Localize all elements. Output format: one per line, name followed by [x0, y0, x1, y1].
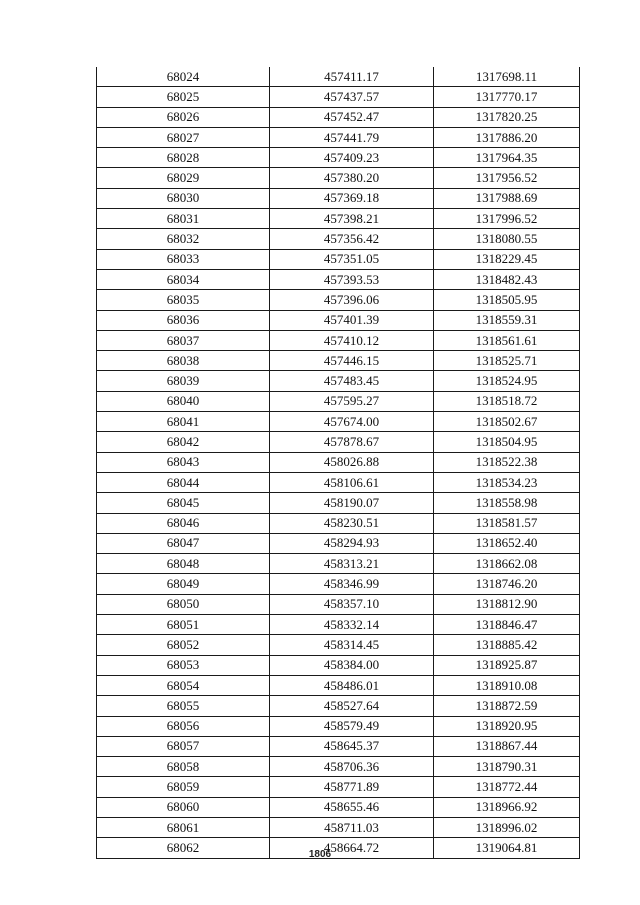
point-id-cell: 68027: [97, 127, 270, 147]
point-id-cell: 68055: [97, 696, 270, 716]
y-coordinate-cell: 1318561.61: [434, 330, 580, 350]
x-coordinate-cell: 458706.36: [270, 757, 434, 777]
y-coordinate-cell: 1318581.57: [434, 513, 580, 533]
x-coordinate-cell: 457401.39: [270, 310, 434, 330]
x-coordinate-cell: 457393.53: [270, 269, 434, 289]
x-coordinate-cell: 458771.89: [270, 777, 434, 797]
x-coordinate-cell: 458527.64: [270, 696, 434, 716]
y-coordinate-cell: 1318558.98: [434, 493, 580, 513]
table-row: [97, 330, 580, 350]
table-row: [97, 716, 580, 736]
x-coordinate-cell: 458645.37: [270, 736, 434, 756]
point-id-cell: 68048: [97, 554, 270, 574]
point-id-cell: 68058: [97, 757, 270, 777]
table-row: [97, 675, 580, 695]
point-id-cell: 68028: [97, 148, 270, 168]
table-row: [97, 310, 580, 330]
y-coordinate-cell: 1318652.40: [434, 533, 580, 553]
y-coordinate-cell: 1317964.35: [434, 148, 580, 168]
y-coordinate-cell: 1318504.95: [434, 432, 580, 452]
point-id-cell: 68045: [97, 493, 270, 513]
point-id-cell: 68031: [97, 209, 270, 229]
x-coordinate-cell: 457351.05: [270, 249, 434, 269]
x-coordinate-cell: 457483.45: [270, 371, 434, 391]
y-coordinate-cell: 1317996.52: [434, 209, 580, 229]
x-coordinate-cell: 458230.51: [270, 513, 434, 533]
point-id-cell: 68057: [97, 736, 270, 756]
point-id-cell: 68056: [97, 716, 270, 736]
point-id-cell: 68040: [97, 391, 270, 411]
x-coordinate-cell: 458357.10: [270, 594, 434, 614]
y-coordinate-cell: 1317956.52: [434, 168, 580, 188]
x-coordinate-cell: 457674.00: [270, 412, 434, 432]
x-coordinate-cell: 457410.12: [270, 330, 434, 350]
x-coordinate-cell: 457452.47: [270, 107, 434, 127]
point-id-cell: 68041: [97, 412, 270, 432]
y-coordinate-cell: 1317820.25: [434, 107, 580, 127]
x-coordinate-cell: 457878.67: [270, 432, 434, 452]
point-id-cell: 68033: [97, 249, 270, 269]
point-id-cell: 68044: [97, 472, 270, 492]
x-coordinate-cell: 457398.21: [270, 209, 434, 229]
page-number: 1806: [308, 849, 332, 860]
x-coordinate-cell: 458106.61: [270, 472, 434, 492]
point-id-cell: 68029: [97, 168, 270, 188]
y-coordinate-cell: 1318925.87: [434, 655, 580, 675]
x-coordinate-cell: 457396.06: [270, 290, 434, 310]
y-coordinate-cell: 1318080.55: [434, 229, 580, 249]
table-row: [97, 493, 580, 513]
table-row: [97, 452, 580, 472]
x-coordinate-cell: 458384.00: [270, 655, 434, 675]
x-coordinate-cell: 458294.93: [270, 533, 434, 553]
y-coordinate-cell: 1317886.20: [434, 127, 580, 147]
table-row: [97, 635, 580, 655]
table-row: [97, 554, 580, 574]
point-id-cell: 68054: [97, 675, 270, 695]
y-coordinate-cell: 1318518.72: [434, 391, 580, 411]
table-row: [97, 148, 580, 168]
y-coordinate-cell: 1318885.42: [434, 635, 580, 655]
table-row: [97, 432, 580, 452]
table-row: [97, 209, 580, 229]
x-coordinate-cell: 457380.20: [270, 168, 434, 188]
y-coordinate-cell: 1318846.47: [434, 615, 580, 635]
point-id-cell: 68032: [97, 229, 270, 249]
point-id-cell: 68060: [97, 797, 270, 817]
table-row: [97, 757, 580, 777]
x-coordinate-cell: 458486.01: [270, 675, 434, 695]
point-id-cell: 68052: [97, 635, 270, 655]
table-row: [97, 696, 580, 716]
table-row: [97, 67, 580, 87]
y-coordinate-cell: 1318522.38: [434, 452, 580, 472]
y-coordinate-cell: 1318229.45: [434, 249, 580, 269]
y-coordinate-cell: 1318996.02: [434, 817, 580, 837]
point-id-cell: 68035: [97, 290, 270, 310]
x-coordinate-cell: 458314.45: [270, 635, 434, 655]
y-coordinate-cell: 1317988.69: [434, 188, 580, 208]
point-id-cell: 68043: [97, 452, 270, 472]
point-id-cell: 68024: [97, 67, 270, 87]
y-coordinate-cell: 1318662.08: [434, 554, 580, 574]
table-row: [97, 594, 580, 614]
x-coordinate-cell: 458655.46: [270, 797, 434, 817]
point-id-cell: 68036: [97, 310, 270, 330]
point-id-cell: 68042: [97, 432, 270, 452]
point-id-cell: 68046: [97, 513, 270, 533]
table-row: [97, 249, 580, 269]
point-id-cell: 68062: [97, 838, 270, 858]
point-id-cell: 68047: [97, 533, 270, 553]
table-row: [97, 351, 580, 371]
table-row: [97, 615, 580, 635]
point-id-cell: 68061: [97, 817, 270, 837]
x-coordinate-cell: 458190.07: [270, 493, 434, 513]
table-row: [97, 391, 580, 411]
y-coordinate-cell: 1318482.43: [434, 269, 580, 289]
y-coordinate-cell: 1318790.31: [434, 757, 580, 777]
point-id-cell: 68030: [97, 188, 270, 208]
table-row: [97, 472, 580, 492]
y-coordinate-cell: 1317698.11: [434, 67, 580, 87]
point-id-cell: 68050: [97, 594, 270, 614]
table-row: [97, 168, 580, 188]
y-coordinate-cell: 1318872.59: [434, 696, 580, 716]
table-row: [97, 513, 580, 533]
y-coordinate-cell: 1318746.20: [434, 574, 580, 594]
y-coordinate-cell: 1319064.81: [434, 838, 580, 858]
y-coordinate-cell: 1318525.71: [434, 351, 580, 371]
y-coordinate-cell: 1318920.95: [434, 716, 580, 736]
x-coordinate-cell: 458579.49: [270, 716, 434, 736]
y-coordinate-cell: 1318534.23: [434, 472, 580, 492]
coordinate-table: [96, 67, 580, 859]
point-id-cell: 68025: [97, 87, 270, 107]
table-row: [97, 87, 580, 107]
table-row: [97, 229, 580, 249]
table-row: [97, 817, 580, 837]
x-coordinate-cell: 457441.79: [270, 127, 434, 147]
x-coordinate-cell: 457595.27: [270, 391, 434, 411]
x-coordinate-cell: 458026.88: [270, 452, 434, 472]
point-id-cell: 68059: [97, 777, 270, 797]
x-coordinate-cell: 457411.17: [270, 67, 434, 87]
point-id-cell: 68051: [97, 615, 270, 635]
coordinate-table-body: [97, 67, 580, 858]
y-coordinate-cell: 1318867.44: [434, 736, 580, 756]
table-row: [97, 655, 580, 675]
point-id-cell: 68038: [97, 351, 270, 371]
table-row: [97, 290, 580, 310]
table-row: [97, 371, 580, 391]
y-coordinate-cell: 1318966.92: [434, 797, 580, 817]
y-coordinate-cell: 1318772.44: [434, 777, 580, 797]
point-id-cell: 68037: [97, 330, 270, 350]
x-coordinate-cell: 457409.23: [270, 148, 434, 168]
point-id-cell: 68039: [97, 371, 270, 391]
table-row: [97, 574, 580, 594]
table-row: [97, 127, 580, 147]
table-row: [97, 736, 580, 756]
y-coordinate-cell: 1318812.90: [434, 594, 580, 614]
table-row: [97, 107, 580, 127]
point-id-cell: 68049: [97, 574, 270, 594]
y-coordinate-cell: 1318505.95: [434, 290, 580, 310]
y-coordinate-cell: 1318502.67: [434, 412, 580, 432]
table-row: [97, 533, 580, 553]
point-id-cell: 68053: [97, 655, 270, 675]
y-coordinate-cell: 1318524.95: [434, 371, 580, 391]
table-row: [97, 188, 580, 208]
y-coordinate-cell: 1318910.08: [434, 675, 580, 695]
table-row: [97, 797, 580, 817]
table-row: [97, 777, 580, 797]
table-row: [97, 412, 580, 432]
x-coordinate-cell: 458664.72: [270, 838, 434, 858]
point-id-cell: 68034: [97, 269, 270, 289]
x-coordinate-cell: 458346.99: [270, 574, 434, 594]
x-coordinate-cell: 457437.57: [270, 87, 434, 107]
point-id-cell: 68026: [97, 107, 270, 127]
x-coordinate-cell: 457369.18: [270, 188, 434, 208]
table-row: [97, 269, 580, 289]
x-coordinate-cell: 457446.15: [270, 351, 434, 371]
x-coordinate-cell: 458332.14: [270, 615, 434, 635]
x-coordinate-cell: 457356.42: [270, 229, 434, 249]
x-coordinate-cell: 458711.03: [270, 817, 434, 837]
y-coordinate-cell: 1318559.31: [434, 310, 580, 330]
x-coordinate-cell: 458313.21: [270, 554, 434, 574]
y-coordinate-cell: 1317770.17: [434, 87, 580, 107]
